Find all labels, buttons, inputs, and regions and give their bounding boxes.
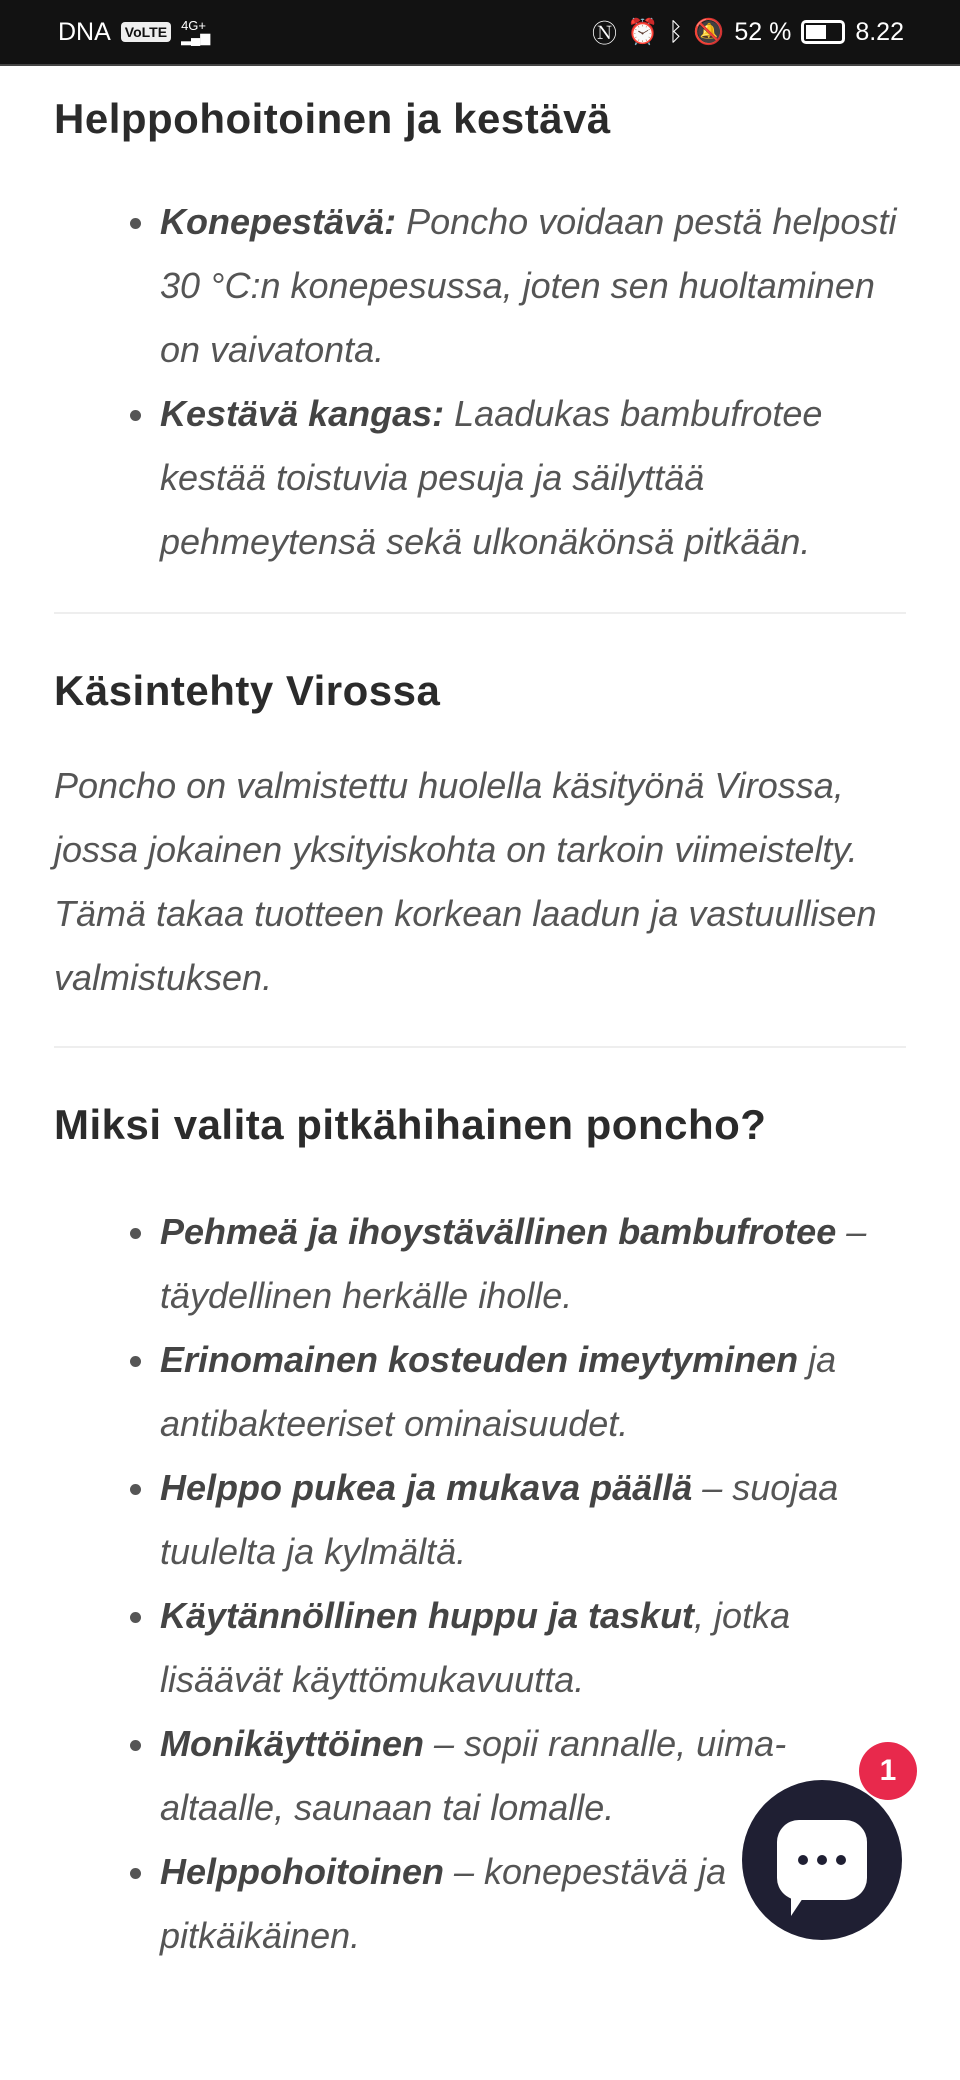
chat-button[interactable] <box>742 1780 902 1940</box>
list-item: Helppo pukea ja mukava päällä – suojaa tuulelta ja kylmältä. <box>160 1456 906 1584</box>
list-item: Monikäyttöinen – sopii rannalle, uima-altaalle, saunaan tai lomalle. <box>160 1712 906 1840</box>
section-heading: Käsintehty Virossa <box>54 667 441 714</box>
list-item: Kestävä kangas: Laadukas bambufrotee kestää toistuvia pesuja ja säilyttää pehmeytensä sekä ulkonäkönsä pitkään. <box>160 382 906 574</box>
mute-icon: 🔕 <box>693 17 725 46</box>
status-bar <box>0 0 960 66</box>
volte-icon: VoLTE <box>121 22 171 42</box>
battery-percent: 52 % <box>734 17 792 46</box>
clock: 8.22 <box>855 17 904 46</box>
section-heading: Miksi valita pitkähihainen poncho? <box>54 1101 767 1148</box>
feature-list <box>54 190 906 574</box>
list-item: Käytännöllinen huppu ja taskut, jotka lisäävät käyttömukavuutta. <box>160 1584 906 1712</box>
nfc-icon: Ⓝ <box>592 20 618 48</box>
carrier: DNA <box>58 17 111 46</box>
chat-bubble-icon <box>777 1820 867 1900</box>
bluetooth-icon: ᛒ <box>668 17 684 46</box>
section-heading: Helppohoitoinen ja kestävä <box>54 95 611 142</box>
notification-badge: 1 <box>859 1742 917 1800</box>
list-item: Erinomainen kosteuden imeytyminen ja antibakteeriset ominaisuudet. <box>160 1328 906 1456</box>
signal-icon: 4G+ ▂▄▆ <box>181 18 211 45</box>
alarm-icon: ⏰ <box>627 17 659 46</box>
list-item: Pehmeä ja ihoystävällinen bambufrotee – täydellinen herkälle iholle. <box>160 1200 906 1328</box>
article <box>0 66 960 1968</box>
section-paragraph: Poncho on valmistettu huolella käsityönä Virossa, jossa jokainen yksityiskohta on tarkoin viimeistelty. Tämä takaa tuotteen korkean laadun ja vastuullisen valmistuksen. <box>54 765 877 998</box>
list-item: Konepestävä: Poncho voidaan pestä helposti 30 °C:n konepesussa, joten sen huoltaminen on vaivatonta. <box>160 190 906 382</box>
list-item: Helppohoitoinen – konepestävä ja pitkäikäinen. <box>160 1840 906 1968</box>
battery-icon <box>801 20 845 44</box>
